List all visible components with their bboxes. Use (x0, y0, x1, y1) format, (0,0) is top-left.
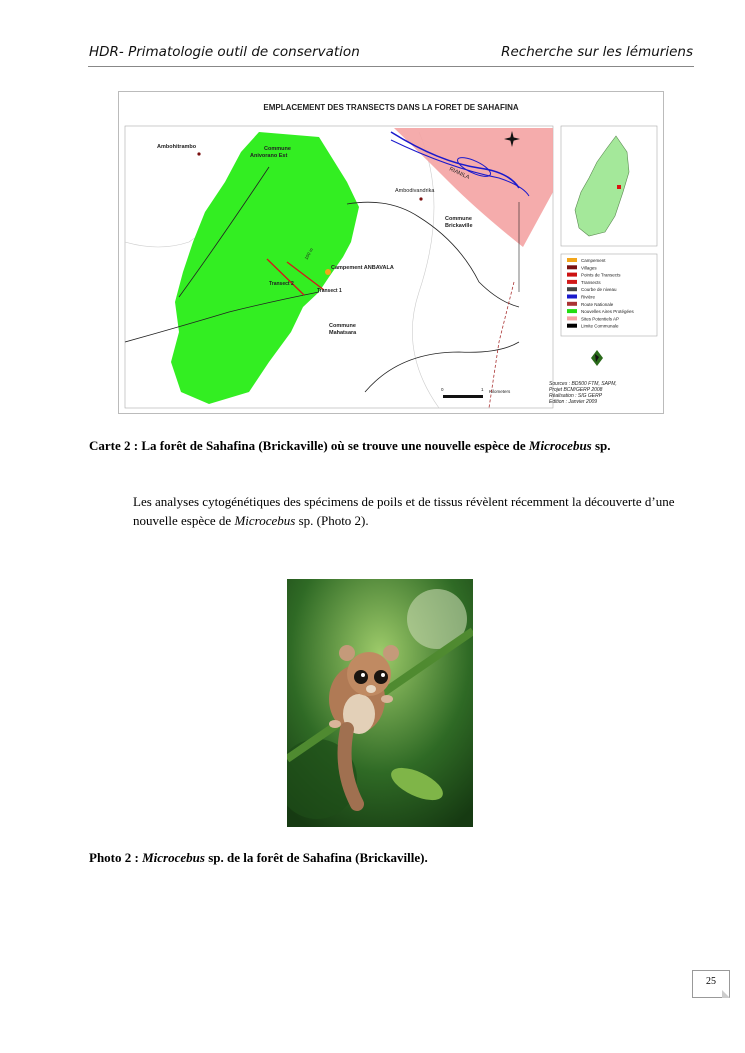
legend-label: Campement (581, 258, 606, 263)
microcebus-photo (287, 579, 473, 827)
legend-swatch (567, 287, 577, 291)
legend-label: Rivière (581, 294, 596, 300)
map-caption: Carte 2 : La forêt de Sahafina (Brickaville) où se trouve une nouvelle espèce de Microcebus sp. (89, 438, 611, 453)
legend-label: Limite Communale (581, 323, 619, 329)
legend-swatch (567, 324, 577, 328)
page-number: 25 (692, 970, 730, 998)
legend-label: Courbe de niveau (581, 287, 617, 293)
legend-swatch (567, 265, 577, 269)
legend-label: Nouvelles Aires Protégées (581, 309, 634, 315)
sahafina-map (118, 91, 664, 414)
header-title-left: HDR- Primatologie outil de conservation (89, 44, 360, 60)
legend-swatch (567, 302, 577, 306)
gerp-logo (591, 350, 603, 366)
location-marker (617, 185, 621, 189)
legend-swatch (567, 273, 577, 277)
map-label-ambohitrambo: Ambohitrambo (157, 144, 197, 150)
legend-swatch (567, 280, 577, 284)
legend-label: Route Nationale (581, 301, 614, 307)
header-rule (88, 66, 694, 67)
svg-text:Kilometers: Kilometers (489, 389, 511, 394)
map-label-river: RIANILA (448, 166, 471, 181)
body-paragraph: Les analyses cytogénétiques des spécimens de poils et de tissus révèlent récemment la découverte d’une nouvelle espèce de Microcebus sp. (Photo 2). (133, 494, 675, 528)
legend-swatch (567, 258, 577, 262)
map-label-commune-anivorano: Commune Anivorano Est (250, 146, 291, 159)
legend-swatch (567, 316, 577, 320)
map-label-dist: 100 m (303, 247, 315, 261)
legend-swatch (567, 295, 577, 299)
legend-label: Points de Transects (581, 272, 621, 278)
legend-swatch (567, 309, 577, 313)
map-label-transect1: Transect 1 (317, 288, 342, 294)
village-marker (419, 197, 422, 200)
map-label-commune-mahatsara: Commune Mahatsara (329, 323, 357, 336)
photo-caption: Photo 2 : Microcebus sp. de la forêt de Sahafina (Brickaville). (89, 850, 428, 865)
map-label-commune-brickaville: Commune Brickaville (445, 216, 473, 229)
svg-text:0: 0 (441, 387, 444, 392)
header-title-right: Recherche sur les lémuriens (501, 44, 693, 60)
svg-text:1: 1 (481, 387, 484, 392)
legend-label: Sites Potentiels AP (581, 316, 620, 322)
map-label-transect2: Transect 2 (269, 281, 294, 287)
village-marker (197, 152, 200, 155)
map-title: EMPLACEMENT DES TRANSECTS DANS LA FORET DE SAHAFINA (263, 103, 519, 112)
legend-label: Villages (581, 265, 597, 271)
map-sources: Sources : BD500 FTM, SAPM, Projet BCM/GERP 2008 Réalisation : SIG GERP Edition : Janvier 2009 (549, 381, 617, 405)
legend-label: Transects (581, 279, 601, 285)
map-label-ambodivandrika: Ambodivandrika (395, 188, 435, 194)
map-label-campement: Campement ANBAVALA (331, 265, 394, 271)
